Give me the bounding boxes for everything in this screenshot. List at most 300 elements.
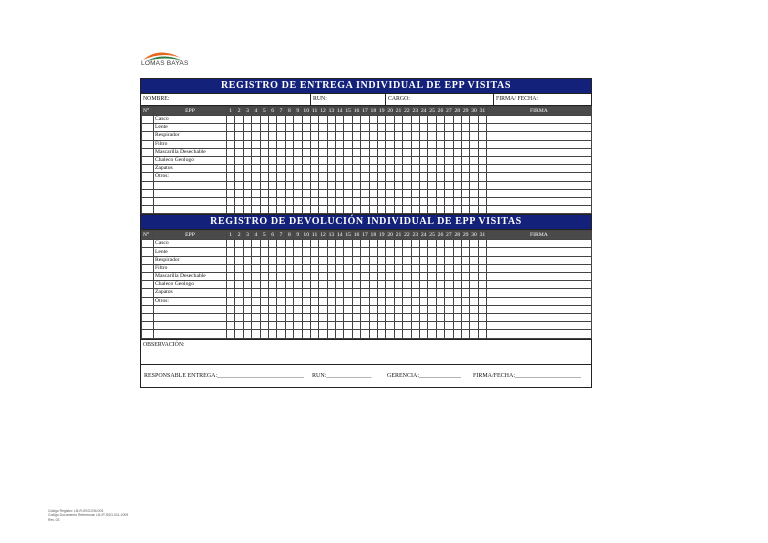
row-number-cell[interactable] [142, 330, 154, 338]
day-cell[interactable] [310, 297, 318, 305]
day-cell[interactable] [327, 197, 335, 205]
day-cell[interactable] [361, 165, 369, 173]
day-cell[interactable] [252, 330, 260, 338]
day-cell[interactable] [285, 132, 293, 140]
day-cell[interactable] [394, 289, 402, 297]
day-cell[interactable] [327, 156, 335, 164]
day-cell[interactable] [252, 240, 260, 248]
day-cell[interactable] [260, 181, 268, 189]
day-cell[interactable] [470, 264, 478, 272]
day-cell[interactable] [445, 305, 453, 313]
day-cell[interactable] [428, 322, 436, 330]
day-cell[interactable] [436, 140, 444, 148]
day-cell[interactable] [470, 165, 478, 173]
day-cell[interactable] [294, 189, 302, 197]
day-cell[interactable] [428, 206, 436, 214]
firma-cell[interactable] [487, 156, 592, 164]
day-cell[interactable] [260, 124, 268, 132]
day-cell[interactable] [378, 181, 386, 189]
day-cell[interactable] [461, 240, 469, 248]
day-cell[interactable] [310, 248, 318, 256]
day-cell[interactable] [344, 305, 352, 313]
firma-cell[interactable] [487, 313, 592, 321]
day-cell[interactable] [252, 132, 260, 140]
day-cell[interactable] [394, 116, 402, 124]
day-cell[interactable] [394, 181, 402, 189]
day-cell[interactable] [336, 165, 344, 173]
day-cell[interactable] [445, 313, 453, 321]
day-cell[interactable] [235, 248, 243, 256]
day-cell[interactable] [336, 116, 344, 124]
day-cell[interactable] [470, 297, 478, 305]
day-cell[interactable] [403, 116, 411, 124]
day-cell[interactable] [268, 322, 276, 330]
day-cell[interactable] [294, 206, 302, 214]
day-cell[interactable] [394, 281, 402, 289]
day-cell[interactable] [227, 273, 235, 281]
day-cell[interactable] [260, 140, 268, 148]
day-cell[interactable] [453, 297, 461, 305]
day-cell[interactable] [369, 297, 377, 305]
day-cell[interactable] [302, 330, 310, 338]
day-cell[interactable] [327, 289, 335, 297]
day-cell[interactable] [428, 156, 436, 164]
day-cell[interactable] [227, 148, 235, 156]
day-cell[interactable] [436, 248, 444, 256]
day-cell[interactable] [411, 197, 419, 205]
day-cell[interactable] [361, 148, 369, 156]
day-cell[interactable] [277, 173, 285, 181]
day-cell[interactable] [260, 330, 268, 338]
day-cell[interactable] [302, 289, 310, 297]
day-cell[interactable] [319, 273, 327, 281]
day-cell[interactable] [419, 206, 427, 214]
day-cell[interactable] [235, 116, 243, 124]
day-cell[interactable] [302, 165, 310, 173]
firma-cell[interactable] [487, 140, 592, 148]
responsable-entrega-label[interactable]: RESPONSABLE ENTREGA:_____________________________ [144, 372, 305, 379]
row-number-cell[interactable] [142, 189, 154, 197]
day-cell[interactable] [327, 165, 335, 173]
day-cell[interactable] [403, 165, 411, 173]
day-cell[interactable] [352, 148, 360, 156]
day-cell[interactable] [268, 264, 276, 272]
signature-run-label[interactable]: RUN:_______________ [312, 372, 372, 379]
day-cell[interactable] [344, 132, 352, 140]
day-cell[interactable] [478, 165, 486, 173]
day-cell[interactable] [403, 248, 411, 256]
day-cell[interactable] [294, 281, 302, 289]
day-cell[interactable] [378, 281, 386, 289]
day-cell[interactable] [260, 156, 268, 164]
day-cell[interactable] [470, 189, 478, 197]
day-cell[interactable] [327, 181, 335, 189]
day-cell[interactable] [302, 124, 310, 132]
day-cell[interactable] [268, 189, 276, 197]
day-cell[interactable] [336, 181, 344, 189]
day-cell[interactable] [361, 281, 369, 289]
day-cell[interactable] [369, 173, 377, 181]
day-cell[interactable] [310, 322, 318, 330]
day-cell[interactable] [336, 156, 344, 164]
day-cell[interactable] [361, 189, 369, 197]
day-cell[interactable] [411, 273, 419, 281]
day-cell[interactable] [461, 197, 469, 205]
day-cell[interactable] [403, 256, 411, 264]
day-cell[interactable] [428, 116, 436, 124]
day-cell[interactable] [428, 313, 436, 321]
day-cell[interactable] [285, 181, 293, 189]
day-cell[interactable] [268, 248, 276, 256]
day-cell[interactable] [369, 124, 377, 132]
day-cell[interactable] [461, 173, 469, 181]
day-cell[interactable] [369, 313, 377, 321]
day-cell[interactable] [235, 165, 243, 173]
firma-cell[interactable] [487, 181, 592, 189]
day-cell[interactable] [445, 330, 453, 338]
day-cell[interactable] [461, 124, 469, 132]
day-cell[interactable] [327, 297, 335, 305]
day-cell[interactable] [419, 297, 427, 305]
day-cell[interactable] [436, 124, 444, 132]
day-cell[interactable] [419, 197, 427, 205]
day-cell[interactable] [252, 322, 260, 330]
day-cell[interactable] [319, 116, 327, 124]
day-cell[interactable] [428, 264, 436, 272]
day-cell[interactable] [411, 305, 419, 313]
day-cell[interactable] [310, 256, 318, 264]
row-number-cell[interactable] [142, 313, 154, 321]
day-cell[interactable] [243, 273, 251, 281]
day-cell[interactable] [478, 173, 486, 181]
day-cell[interactable] [369, 322, 377, 330]
day-cell[interactable] [285, 140, 293, 148]
day-cell[interactable] [378, 297, 386, 305]
day-cell[interactable] [268, 281, 276, 289]
day-cell[interactable] [285, 330, 293, 338]
day-cell[interactable] [260, 256, 268, 264]
day-cell[interactable] [386, 140, 394, 148]
day-cell[interactable] [294, 140, 302, 148]
day-cell[interactable] [302, 248, 310, 256]
day-cell[interactable] [235, 273, 243, 281]
day-cell[interactable] [235, 140, 243, 148]
day-cell[interactable] [285, 173, 293, 181]
day-cell[interactable] [352, 330, 360, 338]
day-cell[interactable] [294, 156, 302, 164]
day-cell[interactable] [478, 181, 486, 189]
day-cell[interactable] [419, 256, 427, 264]
day-cell[interactable] [428, 297, 436, 305]
day-cell[interactable] [243, 165, 251, 173]
day-cell[interactable] [352, 197, 360, 205]
day-cell[interactable] [235, 156, 243, 164]
day-cell[interactable] [470, 256, 478, 264]
day-cell[interactable] [277, 116, 285, 124]
day-cell[interactable] [227, 156, 235, 164]
firma-cell[interactable] [487, 240, 592, 248]
day-cell[interactable] [386, 206, 394, 214]
day-cell[interactable] [327, 305, 335, 313]
day-cell[interactable] [227, 124, 235, 132]
day-cell[interactable] [294, 297, 302, 305]
day-cell[interactable] [352, 273, 360, 281]
day-cell[interactable] [461, 297, 469, 305]
day-cell[interactable] [394, 330, 402, 338]
day-cell[interactable] [369, 330, 377, 338]
day-cell[interactable] [453, 189, 461, 197]
day-cell[interactable] [336, 264, 344, 272]
day-cell[interactable] [268, 156, 276, 164]
cargo-field[interactable]: CARGO: [386, 94, 494, 105]
firma-cell[interactable] [487, 173, 592, 181]
day-cell[interactable] [445, 281, 453, 289]
day-cell[interactable] [235, 240, 243, 248]
day-cell[interactable] [428, 273, 436, 281]
firma-cell[interactable] [487, 256, 592, 264]
row-number-cell[interactable] [142, 264, 154, 272]
day-cell[interactable] [302, 206, 310, 214]
day-cell[interactable] [352, 322, 360, 330]
day-cell[interactable] [268, 305, 276, 313]
day-cell[interactable] [243, 156, 251, 164]
day-cell[interactable] [445, 240, 453, 248]
day-cell[interactable] [260, 240, 268, 248]
day-cell[interactable] [419, 173, 427, 181]
day-cell[interactable] [352, 165, 360, 173]
day-cell[interactable] [319, 240, 327, 248]
day-cell[interactable] [285, 206, 293, 214]
day-cell[interactable] [268, 124, 276, 132]
day-cell[interactable] [436, 330, 444, 338]
day-cell[interactable] [252, 281, 260, 289]
day-cell[interactable] [453, 173, 461, 181]
day-cell[interactable] [394, 256, 402, 264]
day-cell[interactable] [252, 313, 260, 321]
day-cell[interactable] [294, 116, 302, 124]
day-cell[interactable] [352, 181, 360, 189]
firma-cell[interactable] [487, 322, 592, 330]
day-cell[interactable] [336, 206, 344, 214]
day-cell[interactable] [235, 289, 243, 297]
day-cell[interactable] [445, 148, 453, 156]
day-cell[interactable] [369, 248, 377, 256]
day-cell[interactable] [243, 206, 251, 214]
day-cell[interactable] [394, 240, 402, 248]
day-cell[interactable] [319, 264, 327, 272]
day-cell[interactable] [394, 140, 402, 148]
day-cell[interactable] [386, 264, 394, 272]
day-cell[interactable] [461, 189, 469, 197]
day-cell[interactable] [227, 116, 235, 124]
day-cell[interactable] [394, 248, 402, 256]
day-cell[interactable] [260, 248, 268, 256]
day-cell[interactable] [277, 273, 285, 281]
row-number-cell[interactable] [142, 281, 154, 289]
day-cell[interactable] [294, 248, 302, 256]
firma-cell[interactable] [487, 206, 592, 214]
row-number-cell[interactable] [142, 132, 154, 140]
day-cell[interactable] [478, 124, 486, 132]
day-cell[interactable] [403, 322, 411, 330]
day-cell[interactable] [252, 248, 260, 256]
day-cell[interactable] [252, 206, 260, 214]
day-cell[interactable] [294, 330, 302, 338]
day-cell[interactable] [252, 273, 260, 281]
day-cell[interactable] [428, 197, 436, 205]
day-cell[interactable] [369, 305, 377, 313]
day-cell[interactable] [327, 281, 335, 289]
row-number-cell[interactable] [142, 289, 154, 297]
day-cell[interactable] [461, 264, 469, 272]
day-cell[interactable] [327, 206, 335, 214]
day-cell[interactable] [394, 206, 402, 214]
day-cell[interactable] [386, 173, 394, 181]
day-cell[interactable] [243, 281, 251, 289]
day-cell[interactable] [445, 156, 453, 164]
day-cell[interactable] [302, 297, 310, 305]
day-cell[interactable] [344, 264, 352, 272]
day-cell[interactable] [327, 132, 335, 140]
day-cell[interactable] [453, 322, 461, 330]
day-cell[interactable] [268, 206, 276, 214]
day-cell[interactable] [294, 132, 302, 140]
day-cell[interactable] [344, 297, 352, 305]
day-cell[interactable] [461, 165, 469, 173]
day-cell[interactable] [344, 240, 352, 248]
day-cell[interactable] [419, 132, 427, 140]
day-cell[interactable] [352, 297, 360, 305]
day-cell[interactable] [227, 197, 235, 205]
day-cell[interactable] [243, 197, 251, 205]
day-cell[interactable] [378, 140, 386, 148]
day-cell[interactable] [394, 148, 402, 156]
day-cell[interactable] [319, 197, 327, 205]
day-cell[interactable] [319, 156, 327, 164]
day-cell[interactable] [235, 189, 243, 197]
day-cell[interactable] [294, 181, 302, 189]
day-cell[interactable] [403, 240, 411, 248]
day-cell[interactable] [445, 273, 453, 281]
day-cell[interactable] [243, 297, 251, 305]
day-cell[interactable] [361, 264, 369, 272]
day-cell[interactable] [302, 313, 310, 321]
day-cell[interactable] [260, 132, 268, 140]
day-cell[interactable] [227, 330, 235, 338]
day-cell[interactable] [419, 116, 427, 124]
day-cell[interactable] [294, 264, 302, 272]
day-cell[interactable] [344, 140, 352, 148]
day-cell[interactable] [252, 305, 260, 313]
day-cell[interactable] [445, 116, 453, 124]
day-cell[interactable] [478, 248, 486, 256]
firma-cell[interactable] [487, 248, 592, 256]
day-cell[interactable] [470, 305, 478, 313]
day-cell[interactable] [302, 281, 310, 289]
day-cell[interactable] [310, 197, 318, 205]
day-cell[interactable] [336, 148, 344, 156]
day-cell[interactable] [445, 248, 453, 256]
day-cell[interactable] [436, 132, 444, 140]
day-cell[interactable] [252, 189, 260, 197]
day-cell[interactable] [336, 273, 344, 281]
day-cell[interactable] [344, 256, 352, 264]
day-cell[interactable] [378, 248, 386, 256]
day-cell[interactable] [419, 181, 427, 189]
day-cell[interactable] [268, 330, 276, 338]
day-cell[interactable] [436, 289, 444, 297]
day-cell[interactable] [243, 256, 251, 264]
day-cell[interactable] [461, 181, 469, 189]
day-cell[interactable] [260, 189, 268, 197]
day-cell[interactable] [344, 173, 352, 181]
row-number-cell[interactable] [142, 248, 154, 256]
day-cell[interactable] [268, 273, 276, 281]
gerencia-label[interactable]: GERENCIA:______________ [387, 372, 461, 379]
day-cell[interactable] [386, 256, 394, 264]
day-cell[interactable] [268, 148, 276, 156]
day-cell[interactable] [419, 189, 427, 197]
day-cell[interactable] [260, 273, 268, 281]
day-cell[interactable] [327, 116, 335, 124]
day-cell[interactable] [235, 264, 243, 272]
day-cell[interactable] [319, 173, 327, 181]
day-cell[interactable] [285, 297, 293, 305]
day-cell[interactable] [285, 148, 293, 156]
day-cell[interactable] [428, 165, 436, 173]
day-cell[interactable] [336, 313, 344, 321]
day-cell[interactable] [369, 206, 377, 214]
day-cell[interactable] [378, 289, 386, 297]
day-cell[interactable] [277, 281, 285, 289]
day-cell[interactable] [436, 322, 444, 330]
day-cell[interactable] [428, 181, 436, 189]
firma-cell[interactable] [487, 264, 592, 272]
day-cell[interactable] [478, 140, 486, 148]
day-cell[interactable] [227, 181, 235, 189]
day-cell[interactable] [369, 197, 377, 205]
day-cell[interactable] [386, 289, 394, 297]
day-cell[interactable] [378, 322, 386, 330]
day-cell[interactable] [336, 173, 344, 181]
day-cell[interactable] [394, 132, 402, 140]
day-cell[interactable] [445, 256, 453, 264]
day-cell[interactable] [302, 322, 310, 330]
day-cell[interactable] [453, 140, 461, 148]
day-cell[interactable] [294, 173, 302, 181]
nombre-field[interactable]: NOMBRE: [141, 94, 311, 105]
day-cell[interactable] [478, 264, 486, 272]
day-cell[interactable] [403, 297, 411, 305]
day-cell[interactable] [319, 330, 327, 338]
day-cell[interactable] [378, 156, 386, 164]
day-cell[interactable] [344, 116, 352, 124]
day-cell[interactable] [453, 156, 461, 164]
day-cell[interactable] [327, 240, 335, 248]
day-cell[interactable] [285, 305, 293, 313]
day-cell[interactable] [369, 132, 377, 140]
day-cell[interactable] [235, 313, 243, 321]
day-cell[interactable] [369, 281, 377, 289]
day-cell[interactable] [378, 206, 386, 214]
day-cell[interactable] [268, 173, 276, 181]
day-cell[interactable] [260, 197, 268, 205]
day-cell[interactable] [243, 313, 251, 321]
day-cell[interactable] [403, 264, 411, 272]
day-cell[interactable] [252, 165, 260, 173]
day-cell[interactable] [411, 132, 419, 140]
day-cell[interactable] [227, 322, 235, 330]
